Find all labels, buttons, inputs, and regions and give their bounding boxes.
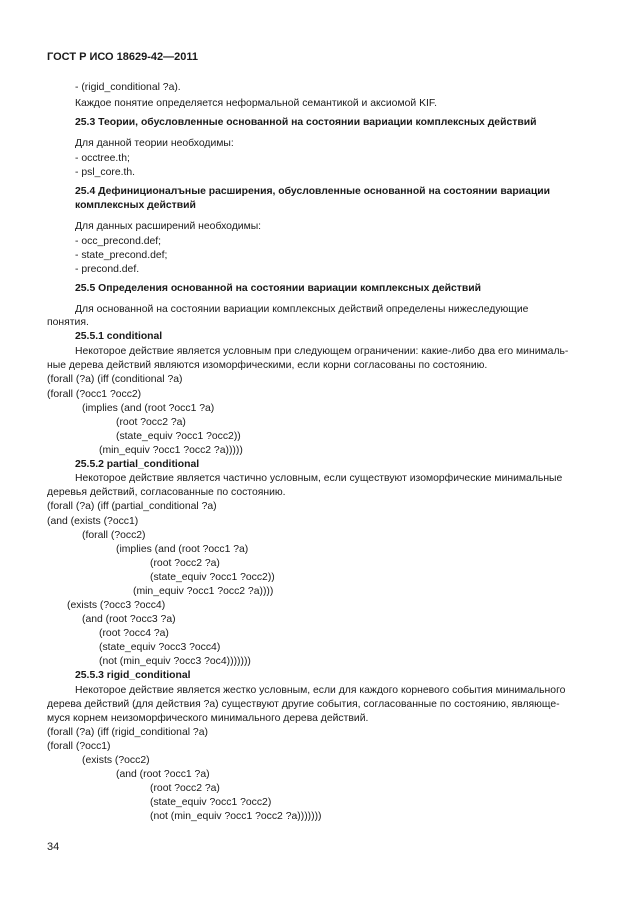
code-line: (state_equiv ?occ1 ?occ2)): [150, 572, 275, 583]
code-line: (root ?occ2 ?a): [150, 558, 220, 569]
page-number: 34: [47, 841, 60, 853]
code-line: (forall (?a) (iff (partial_conditional ?a): [47, 501, 217, 512]
document-header: ГОСТ Р ИСО 18629-42—2011: [47, 51, 199, 63]
subsection-heading: 25.5.2 partial_conditional: [75, 459, 200, 470]
code-line: (root ?occ4 ?a): [99, 628, 169, 639]
list-item: - occtree.th;: [75, 153, 130, 164]
code-line: (root ?occ2 ?a): [116, 417, 186, 428]
code-line: (exists (?occ3 ?occ4): [67, 600, 166, 611]
code-line: (min_equiv ?occ1 ?occ2 ?a))))): [99, 445, 243, 456]
code-line: (not (min_equiv ?occ3 ?oc4))))))): [99, 656, 251, 667]
code-line: (and (exists (?occ1): [47, 516, 139, 527]
list-item: - occ_precond.def;: [75, 236, 162, 247]
list-item: - precond.def.: [75, 264, 140, 275]
code-line: (and (root ?occ3 ?a): [82, 614, 176, 625]
paragraph-cont: дерева действий (для действия ?а) существуют другие события, согласованные по состоянию, являюще-: [47, 699, 560, 710]
code-line: (min_equiv ?occ1 ?occ2 ?a)))): [133, 586, 274, 597]
paragraph-cont: деревья действий, согласованные по состоянию.: [47, 487, 286, 498]
code-line: (state_equiv ?occ1 ?occ2): [150, 797, 272, 808]
paragraph: Некоторое действие является жестко условным, если для каждого корневого события минимального: [75, 685, 566, 696]
code-line: (forall (?occ1 ?occ2): [47, 389, 142, 400]
section-heading-cont: комплексных действий: [75, 200, 196, 211]
code-line: (exists (?occ2): [82, 755, 150, 766]
code-line: (root ?occ2 ?a): [150, 783, 220, 794]
code-line: (implies (and (root ?occ1 ?a): [82, 403, 215, 414]
list-item: - (rigid_conditional ?a).: [75, 82, 181, 93]
code-line: (forall (?a) (iff (conditional ?a): [47, 374, 183, 385]
code-line: (forall (?occ2): [82, 530, 146, 541]
section-heading: 25.5 Определения основанной на состоянии вариации комплексных действий: [75, 283, 482, 294]
code-line: (state_equiv ?occ1 ?occ2)): [116, 431, 241, 442]
section-heading: 25.3 Теории, обусловленные основанной на состоянии вариации комплексных действий: [75, 117, 537, 128]
code-line: (implies (and (root ?occ1 ?a): [116, 544, 249, 555]
list-item: - state_precond.def;: [75, 250, 168, 261]
code-line: (forall (?occ1): [47, 741, 111, 752]
section-heading: 25.4 Дефиниционалъные расширения, обусловленные основанной на состоянии вариации: [75, 186, 551, 197]
code-line: (state_equiv ?occ3 ?occ4): [99, 642, 221, 653]
code-line: (forall (?a) (iff (rigid_conditional ?a): [47, 727, 208, 738]
paragraph: Каждое понятие определяется неформальной семантикой и аксиомой KIF.: [75, 98, 437, 109]
paragraph: Для данных расширений необходимы:: [75, 221, 262, 232]
paragraph-cont: муся корнем неизоморфического минимального дерева действий.: [47, 713, 369, 724]
list-item: - psl_core.th.: [75, 167, 136, 178]
paragraph: Некоторое действие является условным при следующем ограничении: какие-либо два его минималь-: [75, 346, 569, 357]
paragraph: Для основанной на состоянии вариации комплексных действий определены нижеследующие: [75, 304, 529, 315]
code-line: (and (root ?occ1 ?a): [116, 769, 210, 780]
code-line: (not (min_equiv ?occ1 ?occ2 ?a))))))): [150, 811, 322, 822]
paragraph: Для данной теории необходимы:: [75, 138, 234, 149]
paragraph-cont: понятия.: [47, 317, 89, 328]
paragraph-cont: ные дерева действий являются изоморфическими, если корни согласованы по состоянию.: [47, 360, 488, 371]
subsection-heading: 25.5.3 rigid_conditional: [75, 670, 191, 681]
subsection-heading: 25.5.1 conditional: [75, 331, 163, 342]
paragraph: Некоторое действие является частично условным, если существуют изоморфические минимальные: [75, 473, 563, 484]
